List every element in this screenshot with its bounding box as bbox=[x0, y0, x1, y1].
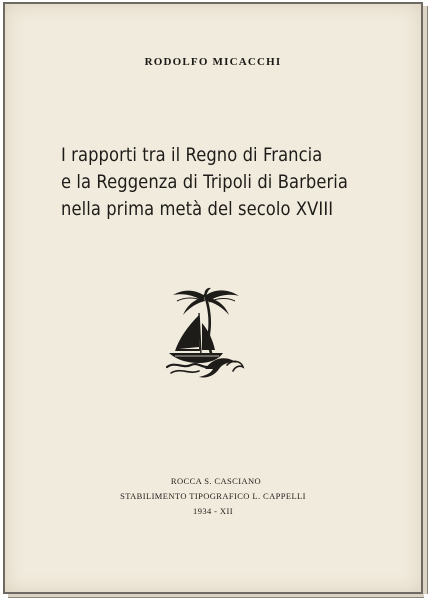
imprint-publisher: STABILIMENTO TIPOGRAFICO L. CAPPELLI bbox=[120, 491, 306, 501]
imprint-place: ROCCA S. CASCIANO bbox=[170, 476, 262, 486]
palm-ship-emblem-icon bbox=[165, 287, 247, 387]
title-line-1: I rapporti tra il Regno di Francia bbox=[61, 144, 323, 166]
imprint-year: 1934 - XII bbox=[193, 506, 233, 516]
book-cover bbox=[3, 2, 423, 594]
book-title bbox=[61, 142, 353, 223]
author-name: RODOLFO MICACCHI bbox=[144, 56, 282, 68]
publisher-imprint bbox=[5, 474, 421, 519]
title-line-3: nella prima metà del secolo XVIII bbox=[61, 198, 334, 220]
title-line-2: e la Reggenza di Tripoli di Barberia bbox=[61, 171, 349, 193]
